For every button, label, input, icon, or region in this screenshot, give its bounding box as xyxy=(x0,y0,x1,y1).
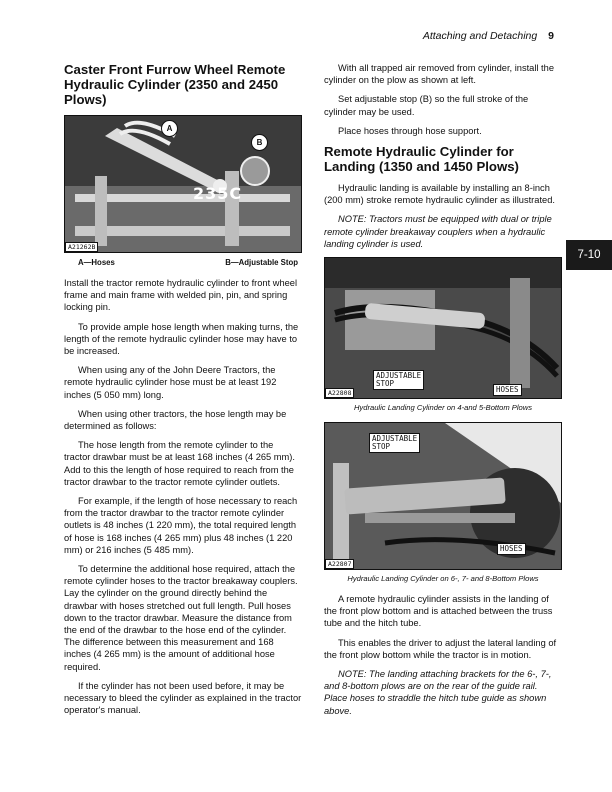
figure-legend xyxy=(78,258,298,267)
paragraph: Hydraulic landing is available by installing an 8-inch (200 mm) stroke remote hydraulic cylinder as illustrated. xyxy=(324,183,555,206)
callout-a: A xyxy=(161,120,178,137)
paragraph: If the cylinder has not been used before, it may be necessary to bleed the cylinder as explained in the tractor operator's manual. xyxy=(64,680,302,716)
paragraph: Place hoses through hose support. xyxy=(338,125,482,136)
legend-hoses: A—Hoses xyxy=(78,258,115,267)
landing-cylinder-illustration-1 xyxy=(325,258,561,398)
left-column xyxy=(64,62,302,724)
section-tab: 7-10 xyxy=(566,240,612,270)
section-title: Attaching and Detaching xyxy=(422,30,538,42)
right-column xyxy=(324,62,562,724)
figure-caption: Hydraulic Landing Cylinder on 4-and 5-Bottom Plows xyxy=(353,403,533,413)
paragraph: The hose length from the remote cylinder to the tractor drawbar must be at least 168 inches (4 265 mm). Add to this the length of hose required to reach from the tractor drawbar to the tractor remote cylinder outlets. xyxy=(64,440,295,487)
running-header xyxy=(423,30,554,42)
note: NOTE: The landing attaching brackets for the 6-, 7-, and 8-bottom plows are on the rear of the guide rail. Place hoses to straddle the hitch tube guide as shown above. xyxy=(324,669,552,716)
callout-b: B xyxy=(251,134,268,151)
paragraph: When using other tractors, the hose length may be determined as follows: xyxy=(64,408,287,432)
paragraph: This enables the driver to adjust the lateral landing of the front plow bottom while the tractor is in motion. xyxy=(324,637,557,660)
hoses-label: HOSES xyxy=(493,384,522,396)
landing-cylinder-photo-6-7-8-bottom xyxy=(324,422,562,570)
paragraph: When using any of the John Deere Tractors, the remote hydraulic cylinder hose must be at least 192 inches (5 050 mm) long. xyxy=(64,365,277,400)
legend-adjustable-stop: B—Adjustable Stop xyxy=(225,258,298,267)
figure-id: A21262B xyxy=(65,242,98,252)
landing-cylinder-photo-4-5-bottom xyxy=(324,257,562,399)
adjustable-stop-label: ADJUSTABLE STOP xyxy=(373,370,424,390)
caster-wheel-heading: Caster Front Furrow Wheel Remote Hydraulic Cylinder (2350 and 2450 Plows) xyxy=(64,62,286,107)
landing-cylinder-heading: Remote Hydraulic Cylinder for Landing (1350 and 1450 Plows) xyxy=(324,144,519,175)
hoses-label: HOSES xyxy=(497,543,526,555)
note: NOTE: Tractors must be equipped with dual or triple remote cylinder breakaway couplers when a hydraulic landing cylinder is used. xyxy=(324,214,552,249)
landing-cylinder-illustration-2 xyxy=(325,423,561,569)
paragraph: Set adjustable stop (B) so the full stroke of the cylinder may be used. xyxy=(324,94,529,117)
figure-id: A22808 xyxy=(325,388,354,398)
figure-id: A22807 xyxy=(325,559,354,569)
model-marking: 235C xyxy=(193,184,243,203)
paragraph: Install the tractor remote hydraulic cylinder to front wheel frame and main frame with welded pin, pin, and spring locking pin. xyxy=(64,278,298,313)
adjustable-stop-label: ADJUSTABLE STOP xyxy=(369,433,420,453)
paragraph: A remote hydraulic cylinder assists in the landing of the front plow bottom and is attached between the truss tube and the hitch tube. xyxy=(324,594,553,629)
paragraph: With all trapped air removed from cylinder, install the cylinder on the plow as shown at left. xyxy=(324,63,554,86)
figure-caption: Hydraulic Landing Cylinder on 6-, 7- and 8-Bottom Plows xyxy=(347,574,539,584)
page-number: 9 xyxy=(548,30,554,42)
paragraph: To provide ample hose length when making turns, the length of the remote hydraulic cylinder hose may have to be increased. xyxy=(64,321,299,357)
caster-cylinder-photo xyxy=(64,115,302,253)
paragraph: For example, if the length of hose necessary to reach from the tractor drawbar to the tractor remote cylinder outlets is 48 inches (1 220 mm), the total required length of hose is 168 inches (4 265 mm) plus 48 inches (1 220 mm) or 216 inches (5 485 mm). xyxy=(64,496,298,555)
paragraph: To determine the additional hose required, attach the remote cylinder hoses to the tractor breakaway couplers. Lay the cylinder on the ground directly behind the drawbar with hoses stretched out full length. Pull hoses down to the tractor drawbar. Measure the distance from the end of the drawbar to the hose end of the cylinder. The difference between this measurement and 168 inches (4 265 mm) is the amount of additional hose required. xyxy=(64,564,298,672)
